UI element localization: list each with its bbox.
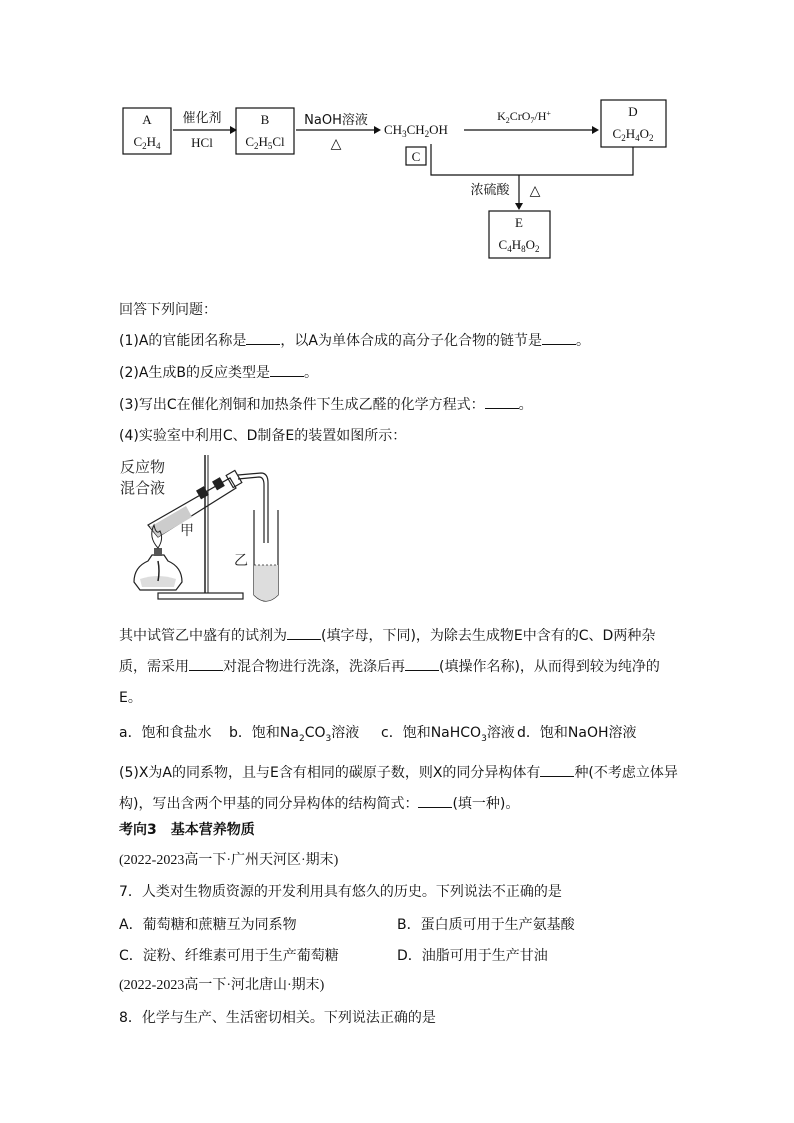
arrow1-top: 催化剂 — [182, 111, 222, 126]
question-4-text: 其中试管乙中盛有的试剂为 (填字母，下同)，为除去生成物E中含有的C、D两种杂质，需采用 对混合物进行洗涤，洗涤后再 (填操作名称)，从而得到较为纯净的E。 — [119, 628, 660, 706]
option-a: a．饱和食盐水 — [119, 725, 212, 741]
intro-text: 回答下列问题： — [119, 302, 217, 318]
apparatus-figure — [118, 455, 288, 610]
reaction-scheme — [0, 0, 794, 270]
question-2: (2)A生成B的反应类型是 。 — [119, 365, 319, 381]
arrow2-bottom: △ — [330, 137, 342, 152]
tube-jia-label: 甲 — [180, 523, 194, 539]
option-d: d．饱和NaOH溶液 — [517, 725, 637, 741]
arrow1-bottom: HCl — [191, 135, 213, 150]
apparatus-label-2: 混合液 — [120, 479, 166, 497]
box-c-label: C — [411, 149, 421, 164]
apparatus-label-1: 反应物 — [120, 458, 166, 476]
q7-option-b: B．蛋白质可用于生产氨基酸 — [397, 917, 575, 933]
question-3: (3)写出C在催化剂铜和加热条件下生成乙醛的化学方程式： 。 — [119, 397, 533, 413]
arrow4-heat: △ — [529, 184, 541, 199]
question-7: 7．人类对生物质资源的开发利用具有悠久的历史。下列说法不正确的是 — [119, 884, 562, 900]
question-5: (5)X为A的同系物，且与E含有相同的碳原子数，则X的同分异构体有 种(不考虑立体异构)，写出含两个甲基的同分异构体的结构简式： (填一种)。 — [119, 765, 678, 812]
question-4: (4)实验室中利用C、D制备E的装置如图所示： — [119, 428, 407, 444]
box-e-label: E — [515, 215, 523, 230]
option-c: c．饱和NaHCO$_3$溶液 — [381, 725, 515, 744]
source-2: (2022-2023高一下·河北唐山·期末) — [119, 978, 325, 993]
q7-option-c: C．淀粉、纤维素可用于生产葡萄糖 — [119, 948, 339, 964]
box-d-formula: $C_2H_4O_2$ — [612, 126, 654, 143]
tube-yi-label: 乙 — [234, 553, 248, 569]
option-b: b．饱和$Na_2CO_3$溶液 — [229, 725, 360, 744]
arrow4-label: 浓硫酸 — [470, 183, 510, 198]
question-8: 8．化学与生产、生活密切相关。下列说法正确的是 — [119, 1010, 436, 1026]
box-e-formula: $C_4H_8O_2$ — [498, 237, 540, 254]
box-a-label: A — [142, 112, 152, 127]
q7-option-a: A．葡萄糖和蔗糖互为同系物 — [119, 917, 297, 933]
box-d-label: D — [628, 104, 638, 119]
arrow2-top: NaOH溶液 — [304, 113, 368, 128]
question-1: (1)A的官能团名称是 ，以A为单体合成的高分子化合物的链节是 。 — [119, 333, 590, 349]
box-b-formula: $C_2H_5Cl$ — [245, 134, 285, 151]
box-a-formula: $C_2H_4$ — [133, 134, 161, 151]
q7-option-d: D．油脂可用于生产甘油 — [397, 948, 548, 964]
box-b-label: B — [260, 112, 270, 127]
compound-c-formula: $CH_3CH_2OH$ — [384, 122, 448, 139]
source-1: (2022-2023高一下·广州天河区·期末) — [119, 853, 339, 868]
arrow3-top: $K_2CrO_7/H^+$ — [497, 109, 551, 125]
section-heading: 考向3 基本营养物质 — [119, 822, 255, 838]
